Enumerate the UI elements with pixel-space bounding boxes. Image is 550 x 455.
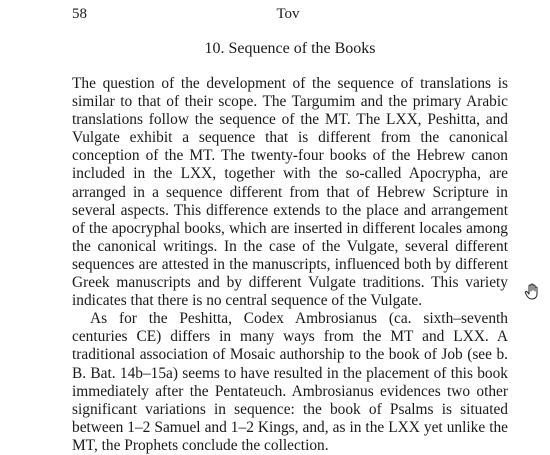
hand-cursor-icon <box>524 283 540 301</box>
page-header <box>68 6 508 26</box>
paragraph: The question of the development of the sequence of translations is similar to that of their scope. The Targumim and the primary Arabic translations follow the sequence of the MT. The LXX, Peshitta, and Vulgate exhibit a sequence that is different from the canonical conception of the MT. The twenty-four books of the Hebrew canon included in the LXX, together with the so-called Apocrypha, are arranged in a sequence different from that of Hebrew Scripture in several aspects. This difference extends to the place and arrangement of the apocryphal books, which are inserted in different locales among the canonical writings. In the case of the Vulgate, several different sequences are attested in the manuscripts, influenced both by different Greek manuscripts and by different Vulgate traditions. This variety indicates that there is no central sequence of the Vulgate. <box>72 75 508 310</box>
section-title: 10. Sequence of the Books <box>204 40 376 57</box>
running-head: Tov <box>276 6 300 22</box>
paragraph: As for the Peshitta, Codex Ambrosianus (ca. sixth–seventh centuries CE) differs in many ways from the MT and LXX. A traditional association of Mosaic authorship to the book of Job (see b. B. Bat. 14b–15a) seems to have resulted in the placement of this book immediately after the Pentateuch. Ambrosianus evidences two other significant variations in sequence: the book of Psalms is situated between 1–2 Samuel and 1–2 Kings, and, as in the LXX yet unlike the MT, the Prophets conclude the collection. <box>72 310 508 454</box>
body-text <box>72 75 508 455</box>
page-number: 58 <box>72 6 87 22</box>
